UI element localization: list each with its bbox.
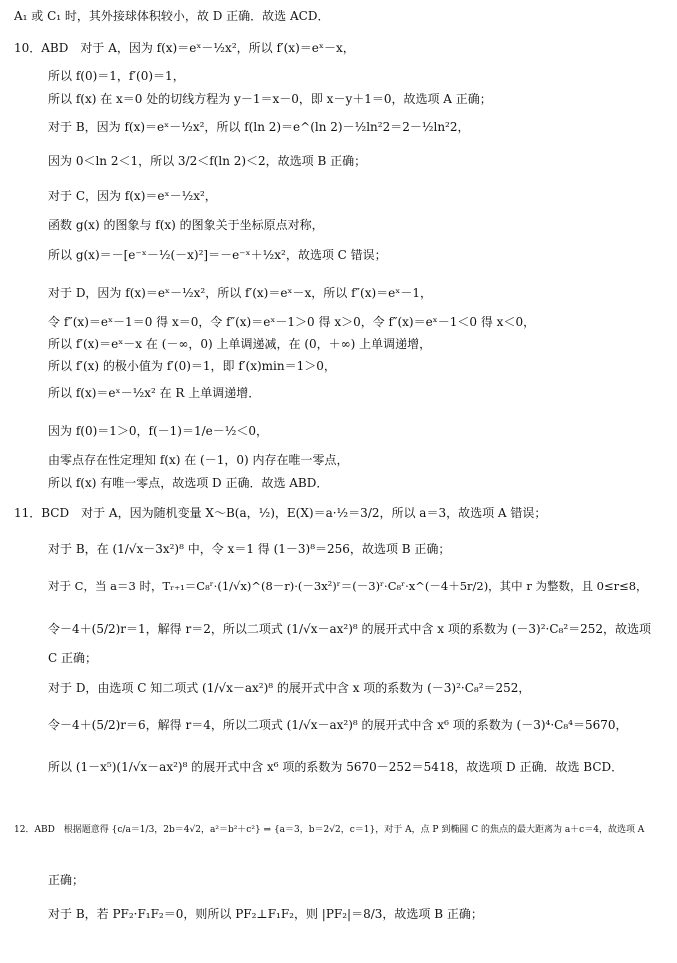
text-line: 所以 (1－x⁵)(1/√x－ax²)⁸ 的展开式中含 x⁶ 项的系数为 5670－252＝5418，故选项 D 正确．故选 BCD． xyxy=(48,760,624,774)
text-line: C 正确； xyxy=(48,651,97,665)
text-line: 对于 B，因为 f(x)＝eˣ－½x²，所以 f(ln 2)＝e^(ln 2)－½ln²2＝2－½ln²2， xyxy=(48,120,470,134)
text-line: 所以 f(x) 在 x＝0 处的切线方程为 y－1＝x－0，即 x－y＋1＝0，故选项 A 正确； xyxy=(48,92,492,106)
text-line: 对于 B，在 (1/√x－3x²)⁸ 中，令 x＝1 得 (1－3)⁸＝256，故选项 B 正确； xyxy=(48,542,451,556)
text-line: 所以 f(x) 有唯一零点，故选项 D 正确．故选 ABD． xyxy=(48,476,329,490)
text-line: 对于 C，因为 f(x)＝eˣ－½x²， xyxy=(48,189,217,203)
text-line: 11．BCD 对于 A，因为随机变量 X～B(a，½)，E(X)＝a·½＝3/2，所以 a＝3，故选项 A 错误； xyxy=(14,506,547,520)
text-line: 因为 0＜ln 2＜1，所以 3/2＜f(ln 2)＜2，故选项 B 正确； xyxy=(48,154,367,168)
text-line: 所以 f′(x) 的极小值为 f′(0)＝1，即 f′(x)min＝1＞0， xyxy=(48,359,336,373)
text-line: 对于 B，若 PF₂·F₁F₂＝0，则所以 PF₂⊥F₁F₂，则 |PF₂|＝8/3，故选项 B 正确； xyxy=(48,907,483,921)
text-line: A₁ 或 C₁ 时，其外接球体积较小，故 D 正确．故选 ACD． xyxy=(14,9,330,23)
text-line: 所以 f′(x)＝eˣ－x 在 (－∞，0) 上单调递减，在 (0，＋∞) 上单调递增， xyxy=(48,337,432,351)
text-line: 所以 f(0)＝1，f′(0)＝1， xyxy=(48,69,185,83)
text-line: 令 f″(x)＝eˣ－1＝0 得 x＝0，令 f″(x)＝eˣ－1＞0 得 x＞0，令 f″(x)＝eˣ－1＜0 得 x＜0， xyxy=(48,315,536,329)
text-line: 由零点存在性定理知 f(x) 在 (－1，0) 内存在唯一零点， xyxy=(48,453,349,467)
text-line: 因为 f(0)＝1＞0，f(－1)＝1/e－½＜0， xyxy=(48,424,269,438)
text-line: 正确； xyxy=(48,873,85,887)
text-line: 令－4＋(5/2)r＝1，解得 r＝2，所以二项式 (1/√x－ax²)⁸ 的展开式中含 x 项的系数为 (－3)²·C₈²＝252，故选项 xyxy=(48,622,652,636)
text-line: 令－4＋(5/2)r＝6，解得 r＝4，所以二项式 (1/√x－ax²)⁸ 的展开式中含 x⁶ 项的系数为 (－3)⁴·C₈⁴＝5670， xyxy=(48,718,628,732)
text-line: 所以 f(x)＝eˣ－½x² 在 R 上单调递增． xyxy=(48,386,261,400)
text-line: 12．ABD 根据题意得 {c/a＝1/3，2b＝4√2，a²＝b²＋c²} ⇒ {a＝3，b＝2√2，c＝1}，对于 A，点 P 到椭圆 C 的焦点的最大距离为 a＋c＝4，故选项 A xyxy=(14,825,645,835)
text-line: 对于 C，当 a＝3 时，Tᵣ₊₁＝C₈ʳ·(1/√x)^(8－r)·(－3x²)ʳ＝(－3)ʳ·C₈ʳ·x^(－4＋5r/2)，其中 r 为整数，且 0≤r≤8， xyxy=(48,579,648,593)
text-line: 10．ABD 对于 A，因为 f(x)＝eˣ－½x²，所以 f′(x)＝eˣ－x， xyxy=(14,41,355,55)
text-line: 函数 g(x) 的图象与 f(x) 的图象关于坐标原点对称， xyxy=(48,218,324,232)
text-line: 对于 D，因为 f(x)＝eˣ－½x²，所以 f′(x)＝eˣ－x，所以 f″(x)＝eˣ－1， xyxy=(48,286,432,300)
text-line: 对于 D，由选项 C 知二项式 (1/√x－ax²)⁸ 的展开式中含 x 项的系数为 (－3)²·C₈²＝252， xyxy=(48,681,531,695)
text-line: 所以 g(x)＝－[e⁻ˣ－½(－x)²]＝－e⁻ˣ＋½x²，故选项 C 错误； xyxy=(48,248,387,262)
